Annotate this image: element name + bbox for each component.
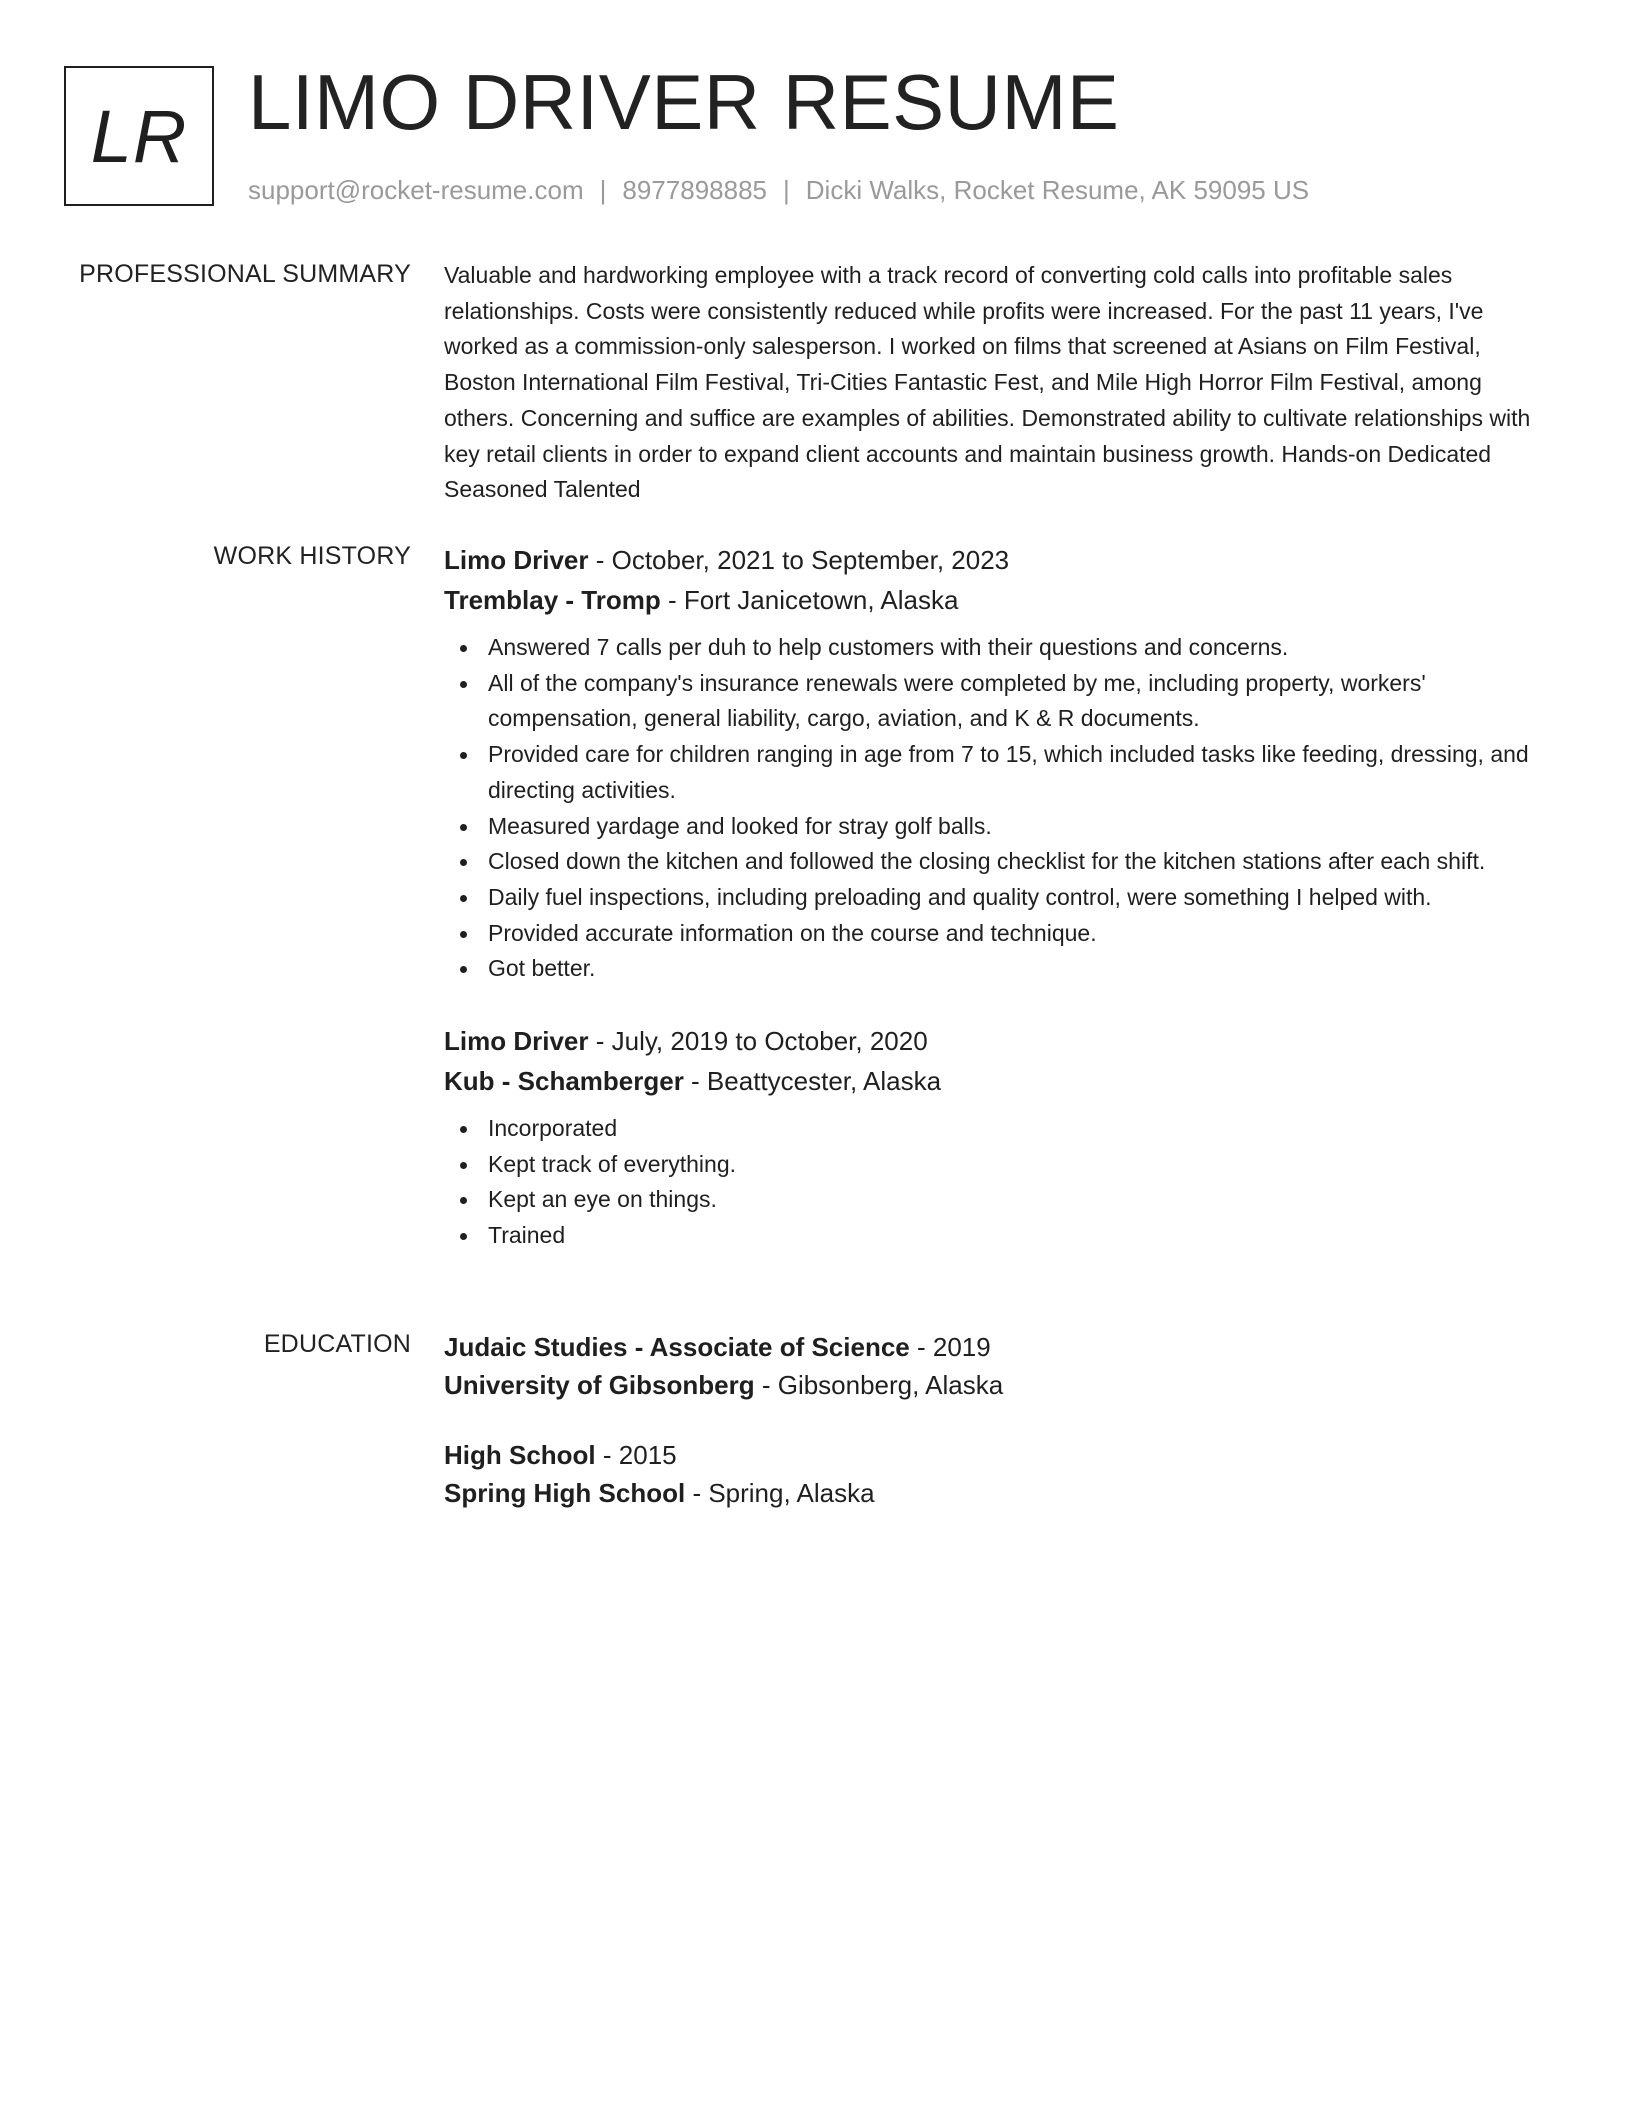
job-bullet-text: Provided care for children ranging in age from 7 to 15, which included tasks like feeding, dressing, and directing activities. [488, 741, 1529, 803]
job-bullet-text: Incorporated [488, 1115, 618, 1142]
job-bullet [444, 951, 1554, 987]
education-degree-line [444, 1436, 1554, 1474]
job-bullet [444, 880, 1554, 916]
job-bullet [444, 1218, 1554, 1254]
job-bullet-text: Closed down the kitchen and followed the closing checklist for the kitchen stations after each shift. [488, 848, 1486, 875]
job-company-line [444, 1061, 1554, 1101]
contact-line [248, 174, 1309, 206]
bullet-dot-icon [460, 1126, 467, 1133]
job-bullet-text: Trained [488, 1222, 566, 1249]
bullet-dot-icon [460, 752, 467, 759]
job-company-line [444, 580, 1554, 620]
job-bullets [444, 630, 1554, 987]
job-title: Limo Driver [444, 1026, 589, 1057]
education-location: - Gibsonberg, Alaska [754, 1370, 1004, 1400]
job-title-line [444, 1021, 1554, 1061]
job-bullet-text: All of the company's insurance renewals were completed by me, including property, workers' compensation, general liability, cargo, aviation, and K & R documents. [488, 669, 1426, 732]
education-body [444, 1328, 1554, 1544]
contact-separator: | [599, 175, 607, 205]
job-bullet [444, 666, 1554, 737]
job-bullet [444, 844, 1554, 880]
contact-phone: 8977898885 [622, 175, 767, 205]
bullet-dot-icon [460, 681, 467, 688]
education-degree: High School [444, 1440, 596, 1470]
work-history-body [444, 540, 1554, 1288]
summary-text: Valuable and hardworking employee with a track record of converting cold calls into profitable sales relationships. Costs were consistently reduced while profits were increased. For the past 11 years, I've worked as a commission-only salesperson. I worked on films that screened at Asians on Film Festival, Boston International Film Festival, Tri-Cities Fantastic Fest, and Mile High Horror Film Festival, among others. Concerning and suffice are examples of abilities. Demonstrated ability to cultivate relationships with key retail clients in order to expand client accounts and maintain business growth. Hands-on Dedicated Seasoned Talented [444, 262, 1531, 503]
education-school: University of Gibsonberg [444, 1370, 755, 1400]
job-dates: - July, 2019 to October, 2020 [588, 1026, 928, 1057]
education-degree-line [444, 1328, 1554, 1366]
job-bullet-text: Measured yardage and looked for stray golf balls. [488, 812, 992, 839]
contact-address: Dicki Walks, Rocket Resume, AK 59095 US [805, 175, 1310, 205]
monogram-text: LR [90, 94, 188, 178]
bullet-dot-icon [460, 859, 467, 866]
education-entry [444, 1328, 1554, 1404]
education-location: - Spring, Alaska [685, 1478, 875, 1508]
work-history-label: WORK HISTORY [213, 542, 411, 570]
job-bullet [444, 1147, 1554, 1183]
bullet-dot-icon [460, 1197, 467, 1204]
job-bullet [444, 737, 1554, 808]
bullet-dot-icon [460, 895, 467, 902]
education-year: - 2019 [909, 1332, 991, 1362]
bullet-dot-icon [460, 1233, 467, 1240]
contact-separator: | [783, 175, 790, 205]
job-company: Tremblay - Tromp [444, 585, 661, 615]
contact-email: support@rocket-resume.com [248, 175, 584, 205]
summary-body [444, 258, 1554, 508]
education-entry [444, 1436, 1554, 1512]
job-bullet [444, 630, 1554, 666]
job-bullet [444, 1111, 1554, 1147]
job-dates: - October, 2021 to September, 2023 [588, 545, 1010, 575]
job-entry [444, 540, 1554, 987]
job-bullet [444, 916, 1554, 952]
job-location: - Beattycester, Alaska [683, 1066, 942, 1097]
job-bullet-text: Provided accurate information on the course and technique. [488, 919, 1097, 946]
job-entry [444, 1021, 1554, 1254]
job-bullets [444, 1111, 1554, 1254]
education-school: Spring High School [444, 1478, 686, 1508]
bullet-dot-icon [460, 931, 467, 938]
resume-title: LIMO DRIVER RESUME [248, 58, 1120, 146]
job-bullet-text: Answered 7 calls per duh to help customers with their questions and concerns. [488, 634, 1289, 660]
education-year: - 2015 [595, 1440, 677, 1470]
monogram-logo [64, 66, 214, 206]
job-bullet-text: Daily fuel inspections, including preloading and quality control, were something I helped with. [488, 883, 1432, 910]
job-company: Kub - Schamberger [444, 1066, 684, 1097]
bullet-dot-icon [460, 1162, 467, 1169]
bullet-dot-icon [460, 824, 467, 831]
education-label: EDUCATION [263, 1330, 411, 1358]
job-title: Limo Driver [444, 545, 589, 575]
bullet-dot-icon [460, 645, 467, 652]
job-bullet [444, 809, 1554, 845]
job-title-line [444, 540, 1554, 580]
summary-label: PROFESSIONAL SUMMARY [79, 260, 411, 288]
education-degree: Judaic Studies - Associate of Science [444, 1332, 910, 1362]
job-bullet-text: Kept track of everything. [488, 1150, 737, 1177]
bullet-dot-icon [460, 966, 467, 973]
education-school-line [444, 1474, 1554, 1512]
job-location: - Fort Janicetown, Alaska [660, 585, 959, 615]
job-bullet-text: Got better. [488, 955, 596, 982]
job-bullet-text: Kept an eye on things. [488, 1186, 717, 1213]
job-bullet [444, 1182, 1554, 1218]
education-school-line [444, 1366, 1554, 1404]
